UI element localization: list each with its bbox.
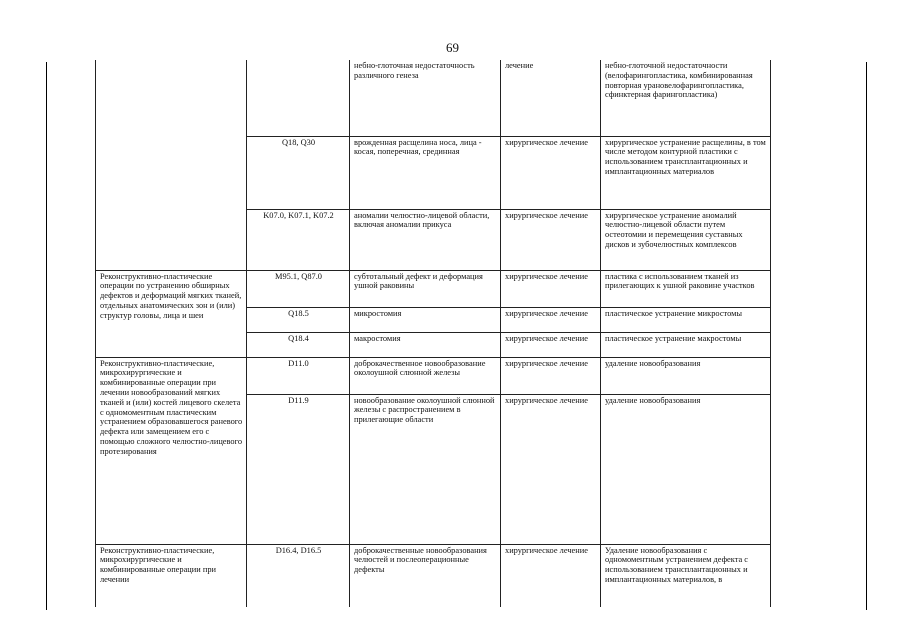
code-cell: D11.9 bbox=[247, 394, 350, 544]
table-row bbox=[96, 544, 771, 607]
right-margin-rule bbox=[866, 62, 867, 610]
treatment-type-cell: хирургическое лечение bbox=[501, 394, 601, 544]
group-cell bbox=[96, 60, 247, 270]
table-row bbox=[96, 60, 771, 136]
diagnosis-cell: небно-глоточная недостаточность различного генеза bbox=[350, 60, 501, 136]
code-cell: D16.4, D16.5 bbox=[247, 544, 350, 607]
method-cell: хирургическое устранение расщелины, в том числе методом контурной пластики с использованием трансплантационных и имплантационных материалов bbox=[601, 136, 771, 209]
table-row bbox=[96, 357, 771, 394]
group-cell: Реконструктивно-пластические, микрохирургические и комбинированные операции при лечении bbox=[96, 544, 247, 607]
diagnosis-cell: субтотальный дефект и деформация ушной раковины bbox=[350, 270, 501, 307]
diagnosis-cell: аномалии челюстно-лицевой области, включая аномалии прикуса bbox=[350, 209, 501, 270]
diagnosis-cell: новообразование околоушной слюнной железы с распространением в прилегающие области bbox=[350, 394, 501, 544]
table-row bbox=[96, 270, 771, 307]
diagnosis-cell: микростомия bbox=[350, 307, 501, 332]
group-cell: Реконструктивно-пластические операции по устранению обширных дефектов и деформаций мягких тканей, отдельных анатомических зон и (или) структур головы, лица и шеи bbox=[96, 270, 247, 357]
method-cell: Удаление новообразования с одномоментным устранением дефекта с использованием трансплантационных и имплантационных материалов, в bbox=[601, 544, 771, 607]
page-number: 69 bbox=[446, 40, 459, 55]
treatment-type-cell: хирургическое лечение bbox=[501, 209, 601, 270]
medical-procedures-table bbox=[95, 60, 771, 607]
code-cell: Q18.4 bbox=[247, 332, 350, 357]
method-cell: пластическое устранение микростомы bbox=[601, 307, 771, 332]
diagnosis-cell: макростомия bbox=[350, 332, 501, 357]
treatment-type-cell: хирургическое лечение bbox=[501, 270, 601, 307]
diagnosis-cell: врожденная расщелина носа, лица - косая, поперечная, срединная bbox=[350, 136, 501, 209]
method-cell: небно-глоточной недостаточности (велофарингопластика, комбинированная повторная урановелофарингопластика, сфинктерная фарингопластика) bbox=[601, 60, 771, 136]
treatment-type-cell: хирургическое лечение bbox=[501, 136, 601, 209]
code-cell: D11.0 bbox=[247, 357, 350, 394]
code-cell: Q18, Q30 bbox=[247, 136, 350, 209]
treatment-type-cell: хирургическое лечение bbox=[501, 544, 601, 607]
method-cell: пластическое устранение макростомы bbox=[601, 332, 771, 357]
diagnosis-cell: доброкачественные новообразования челюстей и послеоперационные дефекты bbox=[350, 544, 501, 607]
code-cell: K07.0, K07.1, K07.2 bbox=[247, 209, 350, 270]
treatment-type-cell: лечение bbox=[501, 60, 601, 136]
treatment-type-cell: хирургическое лечение bbox=[501, 332, 601, 357]
method-cell: хирургическое устранение аномалий челюстно-лицевой области путем остеотомии и перемещения суставных дисков и зубочелюстных комплексов bbox=[601, 209, 771, 270]
method-cell: удаление новообразования bbox=[601, 357, 771, 394]
code-cell: M95.1, Q87.0 bbox=[247, 270, 350, 307]
diagnosis-cell: доброкачественное новообразование околоушной слюнной железы bbox=[350, 357, 501, 394]
code-cell: Q18.5 bbox=[247, 307, 350, 332]
method-cell: удаление новообразования bbox=[601, 394, 771, 544]
treatment-type-cell: хирургическое лечение bbox=[501, 357, 601, 394]
code-cell bbox=[247, 60, 350, 136]
method-cell: пластика с использованием тканей из прилегающих к ушной раковине участков bbox=[601, 270, 771, 307]
treatment-type-cell: хирургическое лечение bbox=[501, 307, 601, 332]
group-cell: Реконструктивно-пластические, микрохирургические и комбинированные операции при лечении новообразований мягких тканей и (или) костей лицевого скелета с одномоментным пластическим устранением образовавшегося раневого дефекта или замещением его с помощью сложного челюстно-лицевого протезирования bbox=[96, 357, 247, 544]
left-margin-rule bbox=[46, 62, 47, 610]
